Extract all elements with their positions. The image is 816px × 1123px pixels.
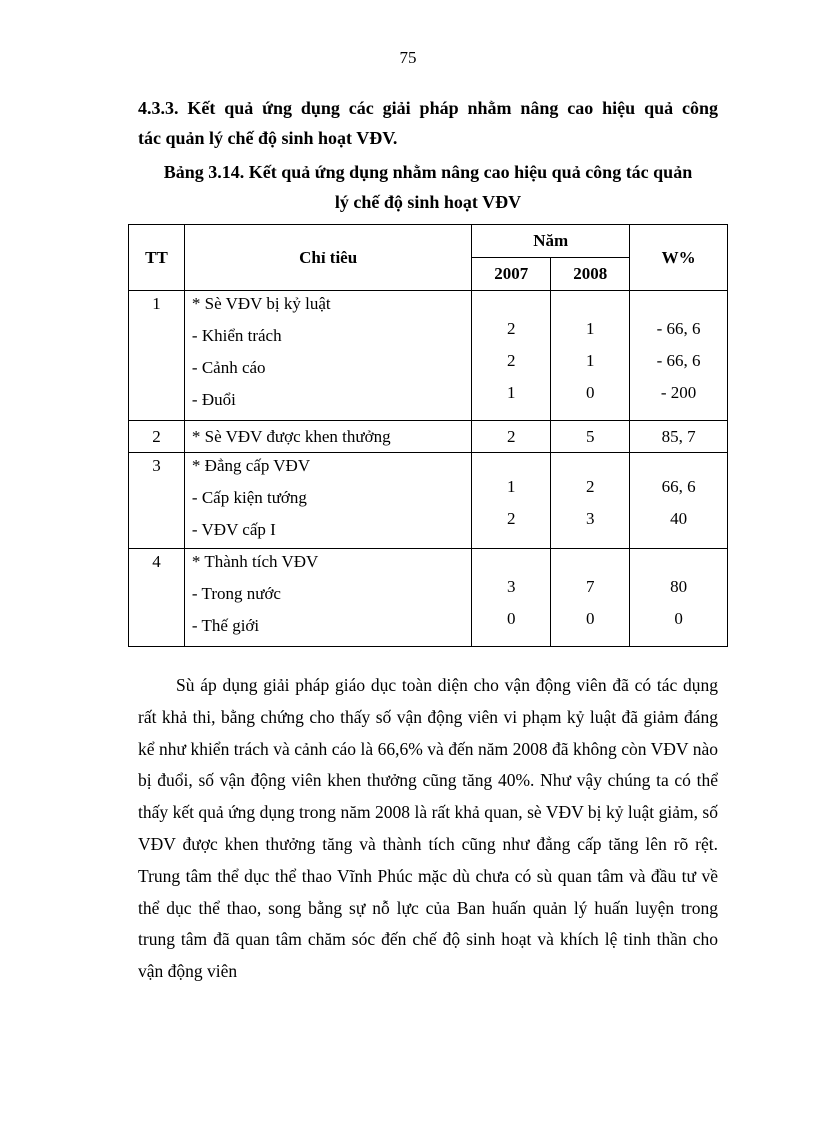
body-paragraph: Sù áp dụng giải pháp giáo dục toàn diện cho vận động viên đã có tác dụng rất khả thi, bằng chứng cho thấy số vận động viên vi phạm kỷ luật đã giảm đáng kể như khiển trách và cảnh cáo là 66,6% và đến năm 2008 đã không còn VĐV nào bị đuổi, số vận động viên khen thưởng cũng tăng 40%. Như vậy chúng ta có thể thấy kết quả ứng dụng trong năm 2008 là rất khả quan, sè VĐV bị kỷ luật giảm, số VĐV được khen thưởng tăng và thành tích cũng như đẳng cấp tăng lên rõ rệt. Trung tâm thể dục thể thao Vĩnh Phúc mặc dù chưa có sù quan tâm và đầu tư về thể dục thể thao, song bằng sự nỗ lực của Ban huấn quản lý huấn luyện trong trung tâm đã quan tâm chăm sóc đến chế độ sinh hoạt và khích lệ tinh thần cho vận động viên bbox=[138, 675, 718, 982]
row-heading: * Sè VĐV bị kỷ luật bbox=[191, 294, 331, 313]
value-2008: 1 bbox=[585, 319, 595, 338]
value-2007: 3 bbox=[507, 577, 516, 596]
value-2007: 1 bbox=[507, 477, 516, 496]
row-criteria: * Sè VĐV được khen thưởng bbox=[184, 421, 471, 453]
table-header-row bbox=[129, 225, 728, 258]
row-2008-values bbox=[551, 453, 630, 549]
row-item-label: - Thế giới bbox=[191, 616, 260, 635]
row-criteria bbox=[184, 291, 471, 421]
row-item-label: - Trong nước bbox=[191, 584, 281, 603]
value-2007: 2 bbox=[507, 351, 516, 370]
value-w: - 200 bbox=[660, 383, 697, 402]
value-w: 40 bbox=[670, 509, 688, 528]
row-criteria bbox=[184, 549, 471, 647]
table-row bbox=[129, 453, 728, 549]
table-caption-line-2: lý chế độ sinh hoạt VĐV bbox=[334, 192, 522, 212]
value-2008: 0 bbox=[585, 609, 595, 628]
row-2008-values bbox=[551, 291, 630, 421]
row-tt: 3 bbox=[129, 453, 185, 549]
value-2007: 2 bbox=[507, 319, 516, 338]
value-2007: 1 bbox=[507, 383, 516, 402]
row-2007-values bbox=[472, 291, 551, 421]
row-tt: 2 bbox=[129, 421, 185, 453]
value-2008: 5 bbox=[551, 421, 630, 453]
value-w: - 66, 6 bbox=[656, 351, 701, 370]
page-number: 75 bbox=[399, 48, 417, 67]
header-year-2007: 2007 bbox=[472, 258, 551, 291]
row-w-values bbox=[630, 453, 728, 549]
header-year-2008: 2008 bbox=[551, 258, 630, 291]
row-heading: * Đẳng cấp VĐV bbox=[191, 456, 311, 475]
value-w: - 66, 6 bbox=[656, 319, 701, 338]
row-heading: * Thành tích VĐV bbox=[191, 552, 319, 571]
row-w-values bbox=[630, 549, 728, 647]
row-2007-values bbox=[472, 453, 551, 549]
value-2007: 2 bbox=[507, 509, 516, 528]
table-caption-line-1: Bảng 3.14. Kết quả ứng dụng nhằm nâng cao hiệu quả công tác quản bbox=[163, 162, 693, 182]
row-tt: 4 bbox=[129, 549, 185, 647]
table-row bbox=[129, 291, 728, 421]
header-year-group: Năm bbox=[472, 225, 630, 258]
header-tt: TT bbox=[129, 225, 185, 291]
row-item-label: - VĐV cấp I bbox=[191, 520, 276, 539]
row-2007-values bbox=[472, 549, 551, 647]
value-2008: 0 bbox=[585, 383, 595, 402]
row-item-label: - Cảnh cáo bbox=[191, 358, 266, 377]
value-2008: 1 bbox=[585, 351, 595, 370]
table-caption bbox=[128, 157, 728, 217]
value-2007: 0 bbox=[507, 609, 516, 628]
section-heading-line-1: 4.3.3. Kết quả ứng dụng các giải pháp nhằm nâng cao hiệu quả công bbox=[138, 98, 718, 118]
value-w: 80 bbox=[670, 577, 688, 596]
row-w-values bbox=[630, 291, 728, 421]
header-criteria: Chỉ tiêu bbox=[184, 225, 471, 291]
row-criteria bbox=[184, 453, 471, 549]
value-2008: 3 bbox=[585, 509, 595, 528]
section-heading bbox=[138, 93, 718, 153]
value-w: 66, 6 bbox=[661, 477, 696, 496]
table-row bbox=[129, 549, 728, 647]
value-w: 85, 7 bbox=[630, 421, 728, 453]
row-item-label: - Khiển trách bbox=[191, 326, 282, 345]
header-w-percent: W% bbox=[630, 225, 728, 291]
row-item-label: - Cấp kiện tướng bbox=[191, 488, 307, 507]
table-row bbox=[129, 421, 728, 453]
value-w: 0 bbox=[674, 609, 683, 628]
row-item-label: - Đuổi bbox=[191, 390, 236, 409]
value-2007: 2 bbox=[472, 421, 551, 453]
value-2008: 2 bbox=[585, 477, 595, 496]
row-tt: 1 bbox=[129, 291, 185, 421]
value-2008: 7 bbox=[585, 577, 595, 596]
row-2008-values bbox=[551, 549, 630, 647]
results-table bbox=[128, 224, 728, 647]
section-heading-line-2: tác quản lý chế độ sinh hoạt VĐV. bbox=[138, 128, 398, 148]
